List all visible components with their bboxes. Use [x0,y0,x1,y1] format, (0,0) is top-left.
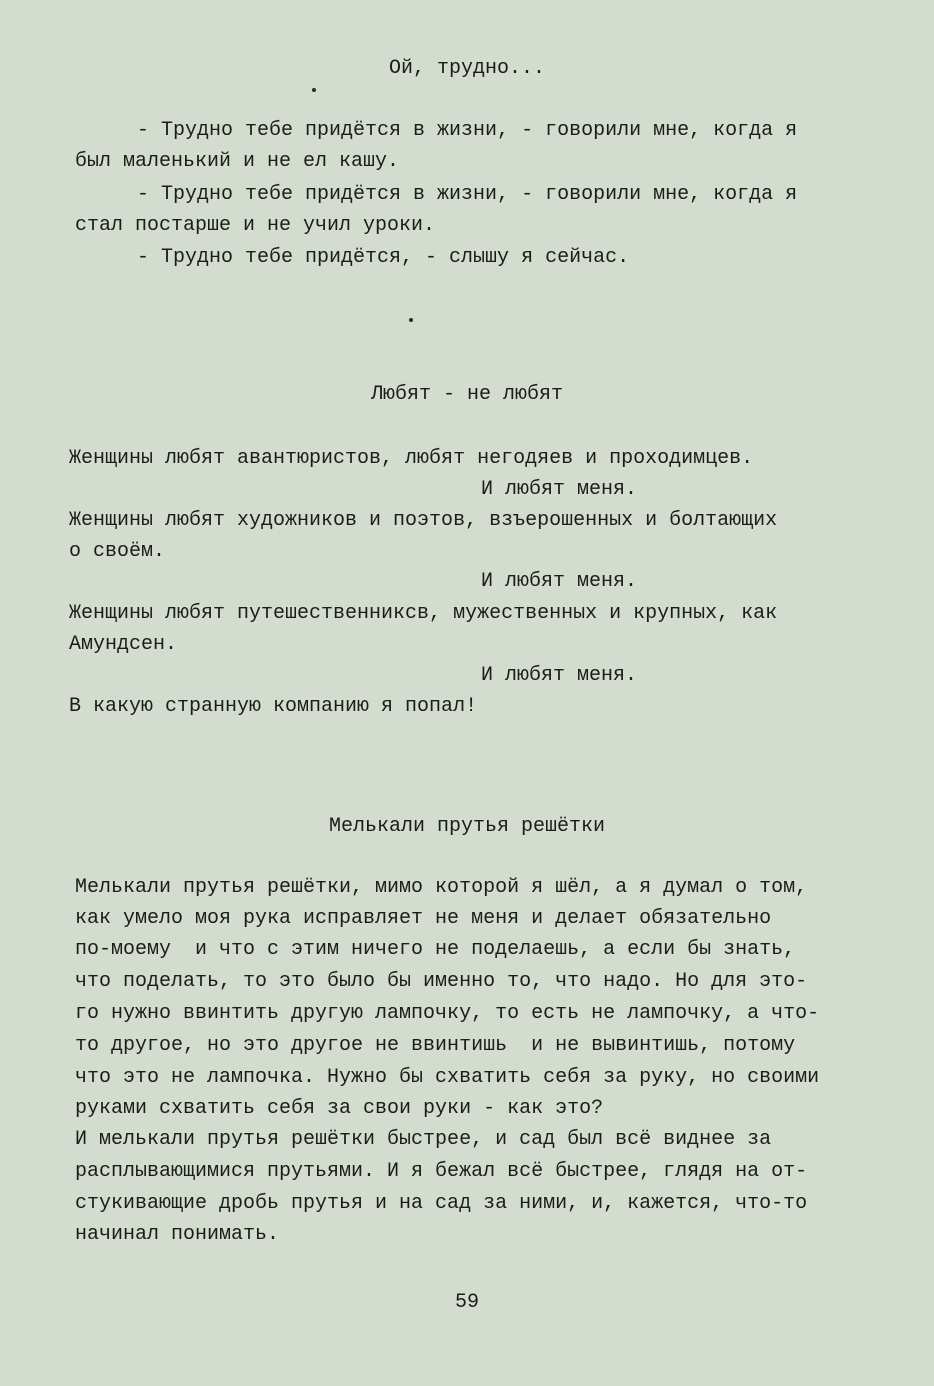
text-line: начинал понимать. [75,1223,280,1246]
section-title: Мелькали прутья решётки [328,815,606,838]
text-line: Женщины любят авантюристов, любят негодяев и проходимцев. [69,447,754,470]
page-number: 59 [454,1291,479,1314]
text-line: был маленький и не ел кашу. [75,150,400,173]
section-separator-dot [409,318,413,322]
text-line: Женщины любят художников и поэтов, взъерошенных и болтающих [69,509,778,532]
ink-speck [312,88,316,92]
text-line: руками схватить себя за свои руки - как это? [75,1097,604,1120]
text-line: то другое, но это другое не ввинтишь и не вывинтишь, потому [75,1034,796,1057]
section-title: Ой, трудно... [388,57,546,80]
text-line: И любят меня. [481,570,638,593]
text-line: по-моему и что с этим ничего не поделаешь, а если бы знать, [75,938,796,961]
text-line: расплывающимися прутьями. И я бежал всё быстрее, глядя на от- [75,1160,808,1183]
text-line: Амундсен. [69,633,178,656]
text-line: что это не лампочка. Нужно бы схватить себя за руку, но своими [75,1066,820,1089]
text-line: - Трудно тебе придётся, - слышу я сейчас. [137,246,630,269]
section-title: Любят - не любят [370,383,564,406]
text-line: как умело моя рука исправляет не меня и делает обязательно [75,907,772,930]
text-line: И любят меня. [481,478,638,501]
text-line: стукивающие дробь прутья и на сад за ними, и, кажется, что-то [75,1192,808,1215]
text-line: о своём. [69,540,166,563]
text-line: И мелькали прутья решётки быстрее, и сад был всё виднее за [75,1128,772,1151]
text-line: стал постарше и не учил уроки. [75,214,436,237]
text-line: Мелькали прутья решётки, мимо которой я шёл, а я думал о том, [75,876,808,899]
text-line: Женщины любят путешественникcв, мужественных и крупных, как [69,602,778,625]
text-line: го нужно ввинтить другую лампочку, то есть не лампочку, а что- [75,1002,820,1025]
text-line: что поделать, то это было бы именно то, что надо. Но для это- [75,970,808,993]
text-line: - Трудно тебе придётся в жизни, - говорили мне, когда я [137,183,798,206]
text-line: - Трудно тебе придётся в жизни, - говорили мне, когда я [137,119,798,142]
text-line: В какую странную компанию я попал! [69,695,478,718]
text-line: И любят меня. [481,664,638,687]
